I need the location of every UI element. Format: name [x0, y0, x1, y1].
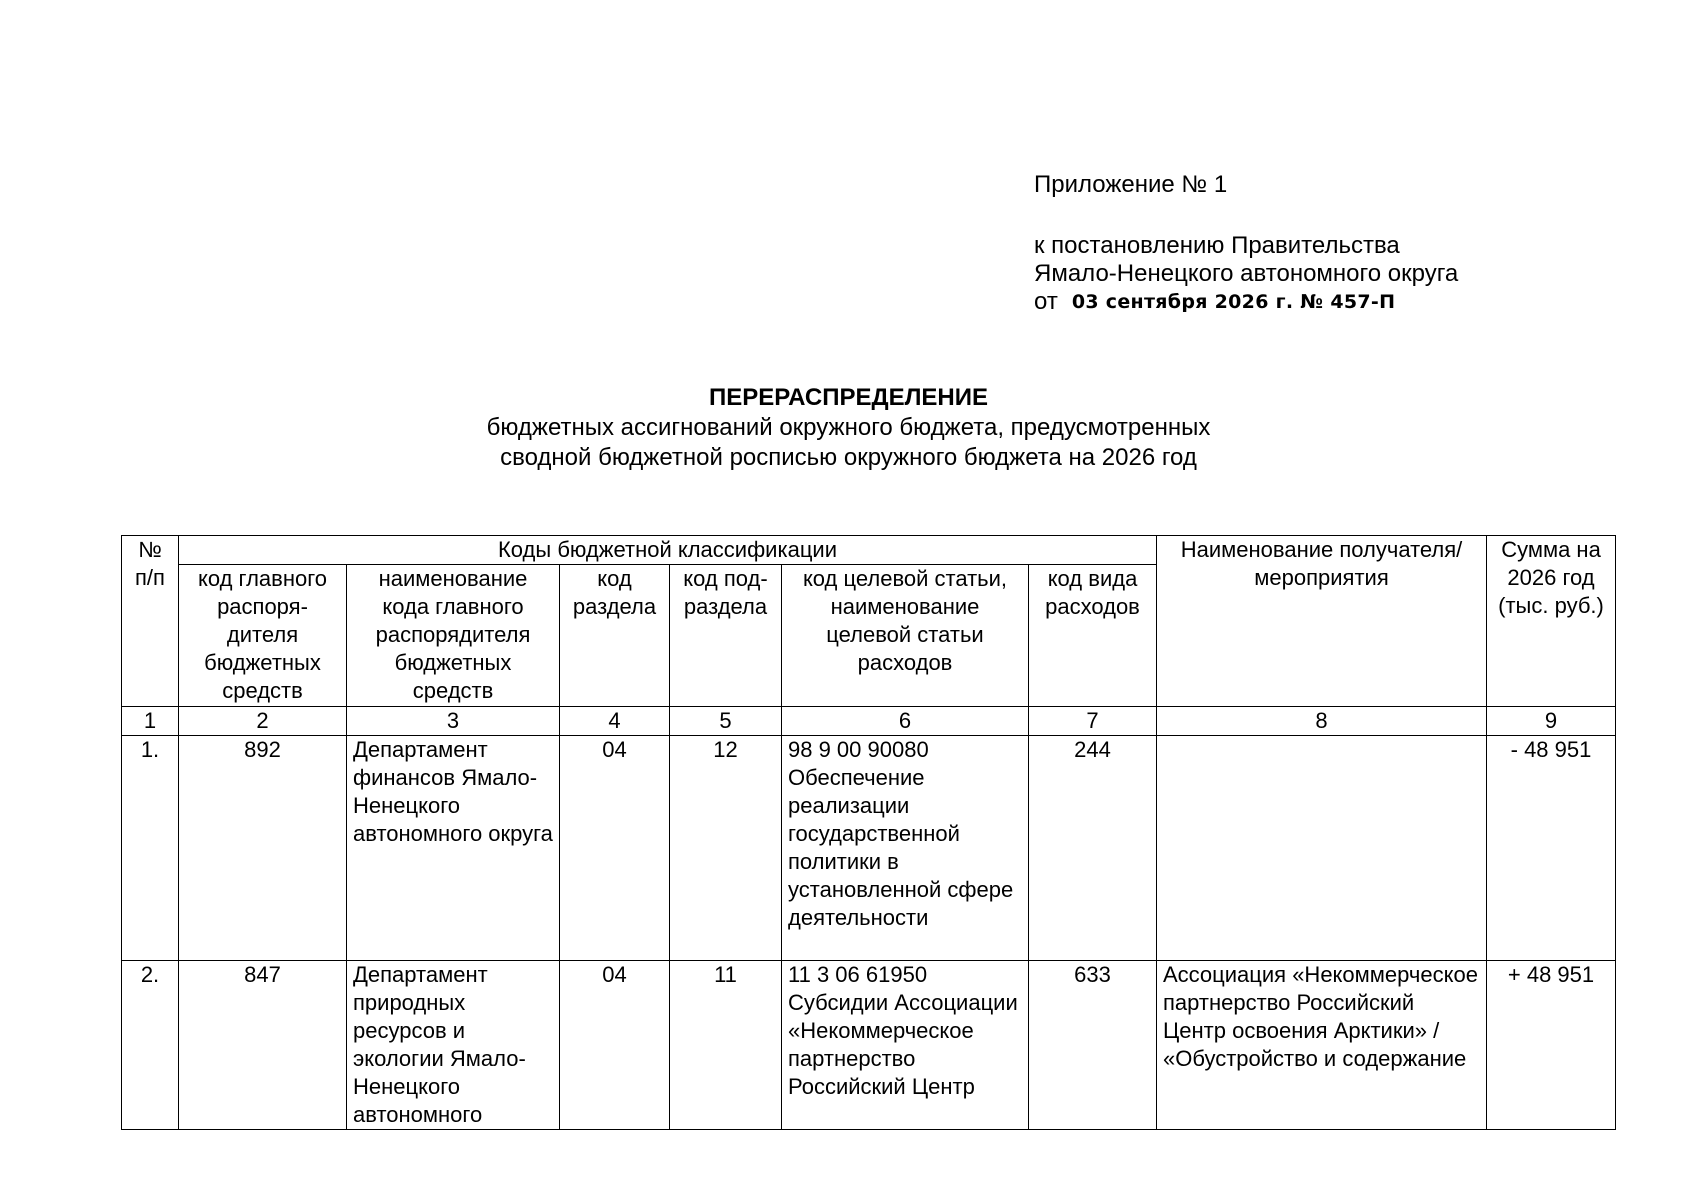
row-subsection: 12 — [670, 736, 782, 961]
header-subsection: код под-раздела — [670, 565, 782, 707]
column-number: 8 — [1157, 707, 1487, 736]
column-number: 7 — [1029, 707, 1157, 736]
document-title — [0, 383, 1697, 473]
header-num: № п/п — [122, 536, 179, 707]
header-sum: Сумма на 2026 год (тыс. руб.) — [1487, 536, 1616, 707]
header-codes-group: Коды бюджетной классификации — [179, 536, 1157, 565]
column-number-row — [122, 707, 1616, 736]
attachment-from-label: от — [1034, 288, 1058, 315]
row-sum: - 48 951 — [1487, 736, 1616, 961]
row-num: 1. — [122, 736, 179, 961]
row-target: 98 9 00 90080 Обеспечение реализации государственной политики в установленной сфере деятельности — [782, 736, 1029, 961]
column-number: 5 — [670, 707, 782, 736]
row-recipient: Ассоциация «Некоммерческое партнерство Российский Центр освоения Арктики» / «Обустройство и содержание — [1157, 961, 1487, 1130]
row-admin-name: Департамент финансов Ямало-Ненецкого автономного округа — [347, 736, 560, 961]
column-number: 4 — [560, 707, 670, 736]
column-number: 1 — [122, 707, 179, 736]
title-subtitle-1: бюджетных ассигнований окружного бюджета, предусмотренных — [486, 414, 1211, 441]
row-section: 04 — [560, 961, 670, 1130]
attachment-block — [1034, 171, 1458, 317]
row-admin-code: 847 — [179, 961, 347, 1130]
column-number: 6 — [782, 707, 1029, 736]
row-recipient — [1157, 736, 1487, 961]
header-recipient: Наименование получателя/мероприятия — [1157, 536, 1487, 707]
row-subsection: 11 — [670, 961, 782, 1130]
title-subtitle-2: сводной бюджетной росписью окружного бюджета на 2026 год — [500, 444, 1197, 471]
row-admin-code: 892 — [179, 736, 347, 961]
header-admin-code: код главного распоря-дителя бюджетных средств — [179, 565, 347, 707]
header-expense-type: код вида расходов — [1029, 565, 1157, 707]
row-num: 2. — [122, 961, 179, 1130]
attachment-date-number: 03 сентября 2026 г. № 457-П — [1071, 291, 1396, 313]
title-main: ПЕРЕРАСПРЕДЕЛЕНИЕ — [708, 384, 989, 411]
column-number: 3 — [347, 707, 560, 736]
header-section: код раздела — [560, 565, 670, 707]
row-expense-type: 633 — [1029, 961, 1157, 1130]
column-number: 2 — [179, 707, 347, 736]
row-target: 11 3 06 61950 Субсидии Ассоциации «Некоммерческое партнерство Российский Центр — [782, 961, 1029, 1130]
attachment-date-line — [1034, 288, 1458, 317]
header-row-1 — [122, 536, 1616, 565]
column-number: 9 — [1487, 707, 1616, 736]
table-row — [122, 736, 1616, 961]
attachment-region: Ямало-Ненецкого автономного округа — [1034, 260, 1459, 287]
row-expense-type: 244 — [1029, 736, 1157, 961]
header-admin-name: наименование кода главного распорядителя бюджетных средств — [347, 565, 560, 707]
header-target: код целевой статьи, наименование целевой статьи расходов — [782, 565, 1029, 707]
attachment-number: Приложение № 1 — [1034, 171, 1228, 198]
row-sum: + 48 951 — [1487, 961, 1616, 1130]
table-row — [122, 961, 1616, 1130]
row-section: 04 — [560, 736, 670, 961]
budget-table — [121, 535, 1616, 1130]
row-admin-name: Департамент природных ресурсов и экологии Ямало-Ненецкого автономного — [347, 961, 560, 1130]
attachment-resolution: к постановлению Правительства — [1034, 232, 1400, 259]
